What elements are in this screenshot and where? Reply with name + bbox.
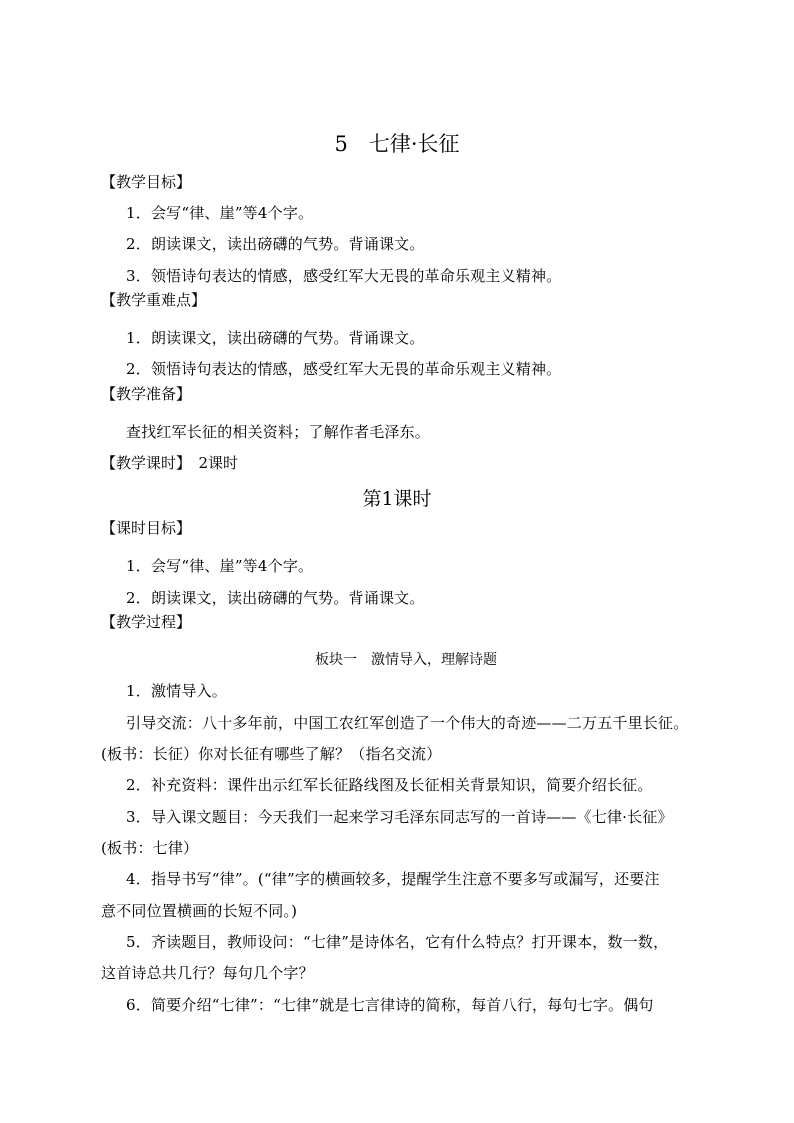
key-point-item: 2．领悟诗句表达的情感，感受红军大无畏的革命乐观主义精神。 <box>126 360 562 378</box>
process-paragraph: (板书：七律） <box>101 839 199 857</box>
process-paragraph: 2．补充资料：课件出示红军长征路线图及长征相关背景知识，简要介绍长征。 <box>126 776 653 794</box>
section-heading-key-points: 【教学重难点】 <box>101 291 207 309</box>
prep-text: 查找红军长征的相关资料；了解作者毛泽东。 <box>126 423 431 441</box>
goal-item: 1．会写“律、崖”等4个字。 <box>126 204 314 222</box>
process-paragraph: 引导交流：八十多年前，中国工农红军创造了一个伟大的奇迹——二万五千里长征。 <box>126 714 689 732</box>
lesson-goal-item: 2．朗读课文，读出磅礴的气势。背诵课文。 <box>126 589 425 607</box>
process-paragraph: 5．齐读题目，教师设问：“七律”是诗体名，它有什么特点？打开课本，数一数， <box>126 933 669 951</box>
process-paragraph: 意不同位置横画的长短不同。) <box>101 902 298 920</box>
process-paragraph: 这首诗总共几行？每句几个字？ <box>101 964 314 982</box>
lesson-title: 第1课时 <box>362 488 432 510</box>
process-paragraph: (板书：长征）你对长征有哪些了解？（指名交流） <box>101 745 442 763</box>
section-heading-process: 【教学过程】 <box>101 613 192 631</box>
process-paragraph: 6．简要介绍“七律”：“七律”就是七言律诗的简称，每首八行，每句七字。偶句 <box>126 996 654 1014</box>
goal-item: 2．朗读课文，读出磅礴的气势。背诵课文。 <box>126 235 425 253</box>
block-title: 板块一 激情导入，理解诗题 <box>315 652 497 668</box>
process-paragraph: 3．导入课文题目：今天我们一起来学习毛泽东同志写的一首诗——《七律·长征》 <box>126 808 673 826</box>
process-paragraph: 4．指导书写“律”。(“律”字的横画较多，提醒学生注意不要多写或漏写，还要注 <box>126 870 660 888</box>
key-point-item: 1．朗读课文，读出磅礴的气势。背诵课文。 <box>126 329 425 347</box>
page-title: 5 七律·长征 <box>334 132 460 156</box>
section-heading-goals: 【教学目标】 <box>101 173 192 191</box>
process-paragraph: 1．激情导入。 <box>126 682 227 700</box>
goal-item: 3．领悟诗句表达的情感，感受红军大无畏的革命乐观主义精神。 <box>126 267 562 285</box>
section-heading-hours: 【教学课时】 2课时 <box>101 454 239 472</box>
lesson-goal-item: 1．会写“律、崖”等4个字。 <box>126 557 314 575</box>
section-heading-lesson-goals: 【课时目标】 <box>101 519 192 537</box>
section-heading-prep: 【教学准备】 <box>101 385 192 403</box>
